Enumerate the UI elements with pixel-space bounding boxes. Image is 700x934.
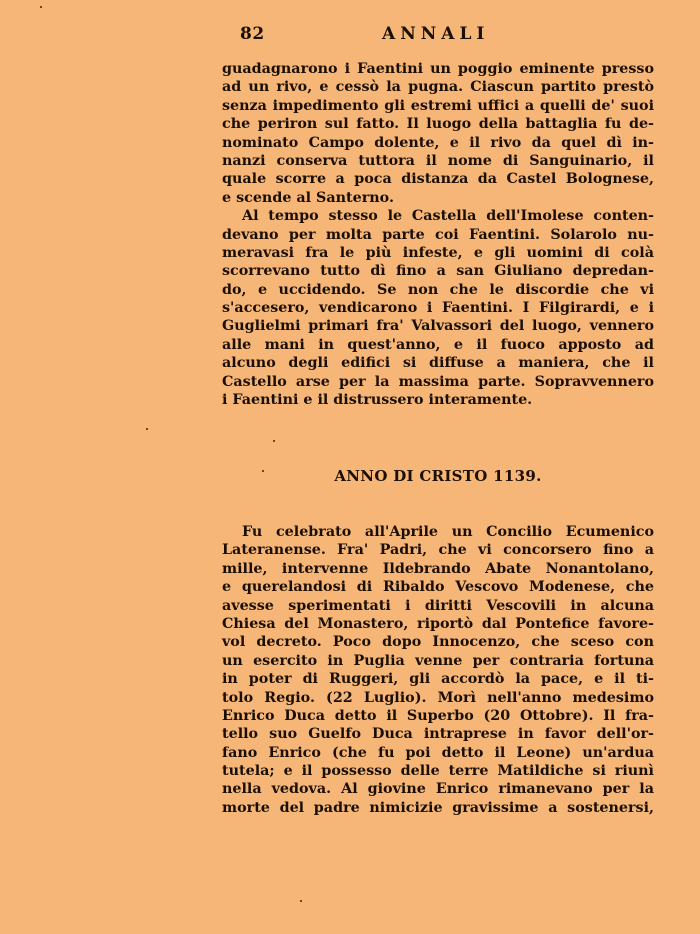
text-line: tolo Regio. (22 Luglio). Morì nell'anno medesimo — [222, 689, 654, 706]
text-line: che periron sul fatto. Il luogo della battaglia fu de- — [222, 116, 654, 133]
text-line: devano per molta parte coi Faentini. Solarolo nu- — [222, 226, 654, 243]
text-line: meravasi fra le più infeste, e gli uomini di colà — [222, 244, 654, 261]
text-line: avesse sperimentati i diritti Vescovili in alcuna — [222, 597, 654, 614]
text-line: Fu celebrato all'Aprile un Concilio Ecumenico — [242, 524, 654, 540]
text-line: morte del padre nimicizie gravissime a sostenersi, — [222, 799, 654, 816]
section-heading: ANNO DI CRISTO 1139. — [334, 467, 542, 485]
text-line: quale scorre a poca distanza da Castel Bolognese, — [222, 171, 654, 188]
paper-speck — [300, 900, 302, 902]
text-line: scorrevano tutto dì fino a san Giuliano depredan- — [222, 263, 654, 280]
text-line: Al tempo stesso le Castella dell'Imolese conten- — [242, 208, 654, 225]
text-line: e querelandosi di Ribaldo Vescovo Modenese, che — [222, 579, 654, 596]
text-line: nominato Campo dolente, e il rivo da quel dì in- — [222, 134, 654, 151]
text-line: vol decreto. Poco dopo Innocenzo, che sceso con — [222, 634, 654, 651]
running-title: ANNALI — [382, 24, 490, 44]
text-line: un esercito in Puglia venne per contraria fortuna — [222, 652, 654, 669]
text-line: nella vedova. Al giovine Enrico rimanevano per la — [222, 781, 654, 798]
paper-speck — [40, 6, 42, 8]
text-line: fano Enrico (che fu poi detto il Leone) un'ardua — [222, 744, 654, 761]
page-number: 82 — [240, 24, 265, 44]
paper-speck — [262, 470, 264, 472]
text-line: Castello arse per la massima parte. Sopravvennero — [222, 373, 654, 390]
text-line: i Faentini e il distrussero interamente. — [222, 392, 533, 409]
text-line: s'accesero, vendicarono i Faentini. I Filgirardi, e i — [222, 300, 654, 317]
text-line: Lateranense. Fra' Padri, che vi concorsero fino a — [222, 542, 654, 559]
paper-speck — [273, 440, 275, 442]
paper-speck — [146, 428, 148, 430]
text-line: alcuno degli edifici si diffuse a maniera, che il — [222, 355, 654, 372]
text-line: Enrico Duca detto il Superbo (20 Ottobre). Il fra- — [222, 707, 654, 724]
text-line: ad un rivo, e cessò la pugna. Ciascun partito prestò — [222, 79, 654, 96]
text-line: nanzi conserva tuttora il nome di Sanguinario, il — [222, 152, 654, 169]
text-line: guadagnarono i Faentini un poggio eminente presso — [222, 61, 654, 77]
text-line: e scende al Santerno. — [222, 189, 394, 206]
paragraph-block-1 — [222, 60, 654, 409]
text-line: Guglielmi primari fra' Valvassori del luogo, vennero — [222, 318, 654, 335]
text-line: tello suo Guelfo Duca intraprese in favor dell'or- — [222, 726, 654, 743]
paragraph-block-2 — [222, 523, 654, 817]
text-line: alle mani in quest'anno, e il fuoco apposto ad — [222, 336, 654, 353]
text-line: senza impedimento gli estremi uffici a quelli de' suoi — [222, 97, 654, 114]
text-line: tutela; e il possesso delle terre Matildiche si riunì — [222, 763, 654, 780]
page-header — [222, 24, 654, 46]
text-line: do, e uccidendo. Se non che le discordie che vi — [222, 281, 654, 298]
text-line: Chiesa del Monastero, riportò dal Pontefice favore- — [222, 615, 654, 632]
text-line: mille, intervenne Ildebrando Abate Nonantolano, — [222, 560, 654, 577]
text-line: in poter di Ruggeri, gli accordò la pace, e il ti- — [222, 671, 654, 688]
